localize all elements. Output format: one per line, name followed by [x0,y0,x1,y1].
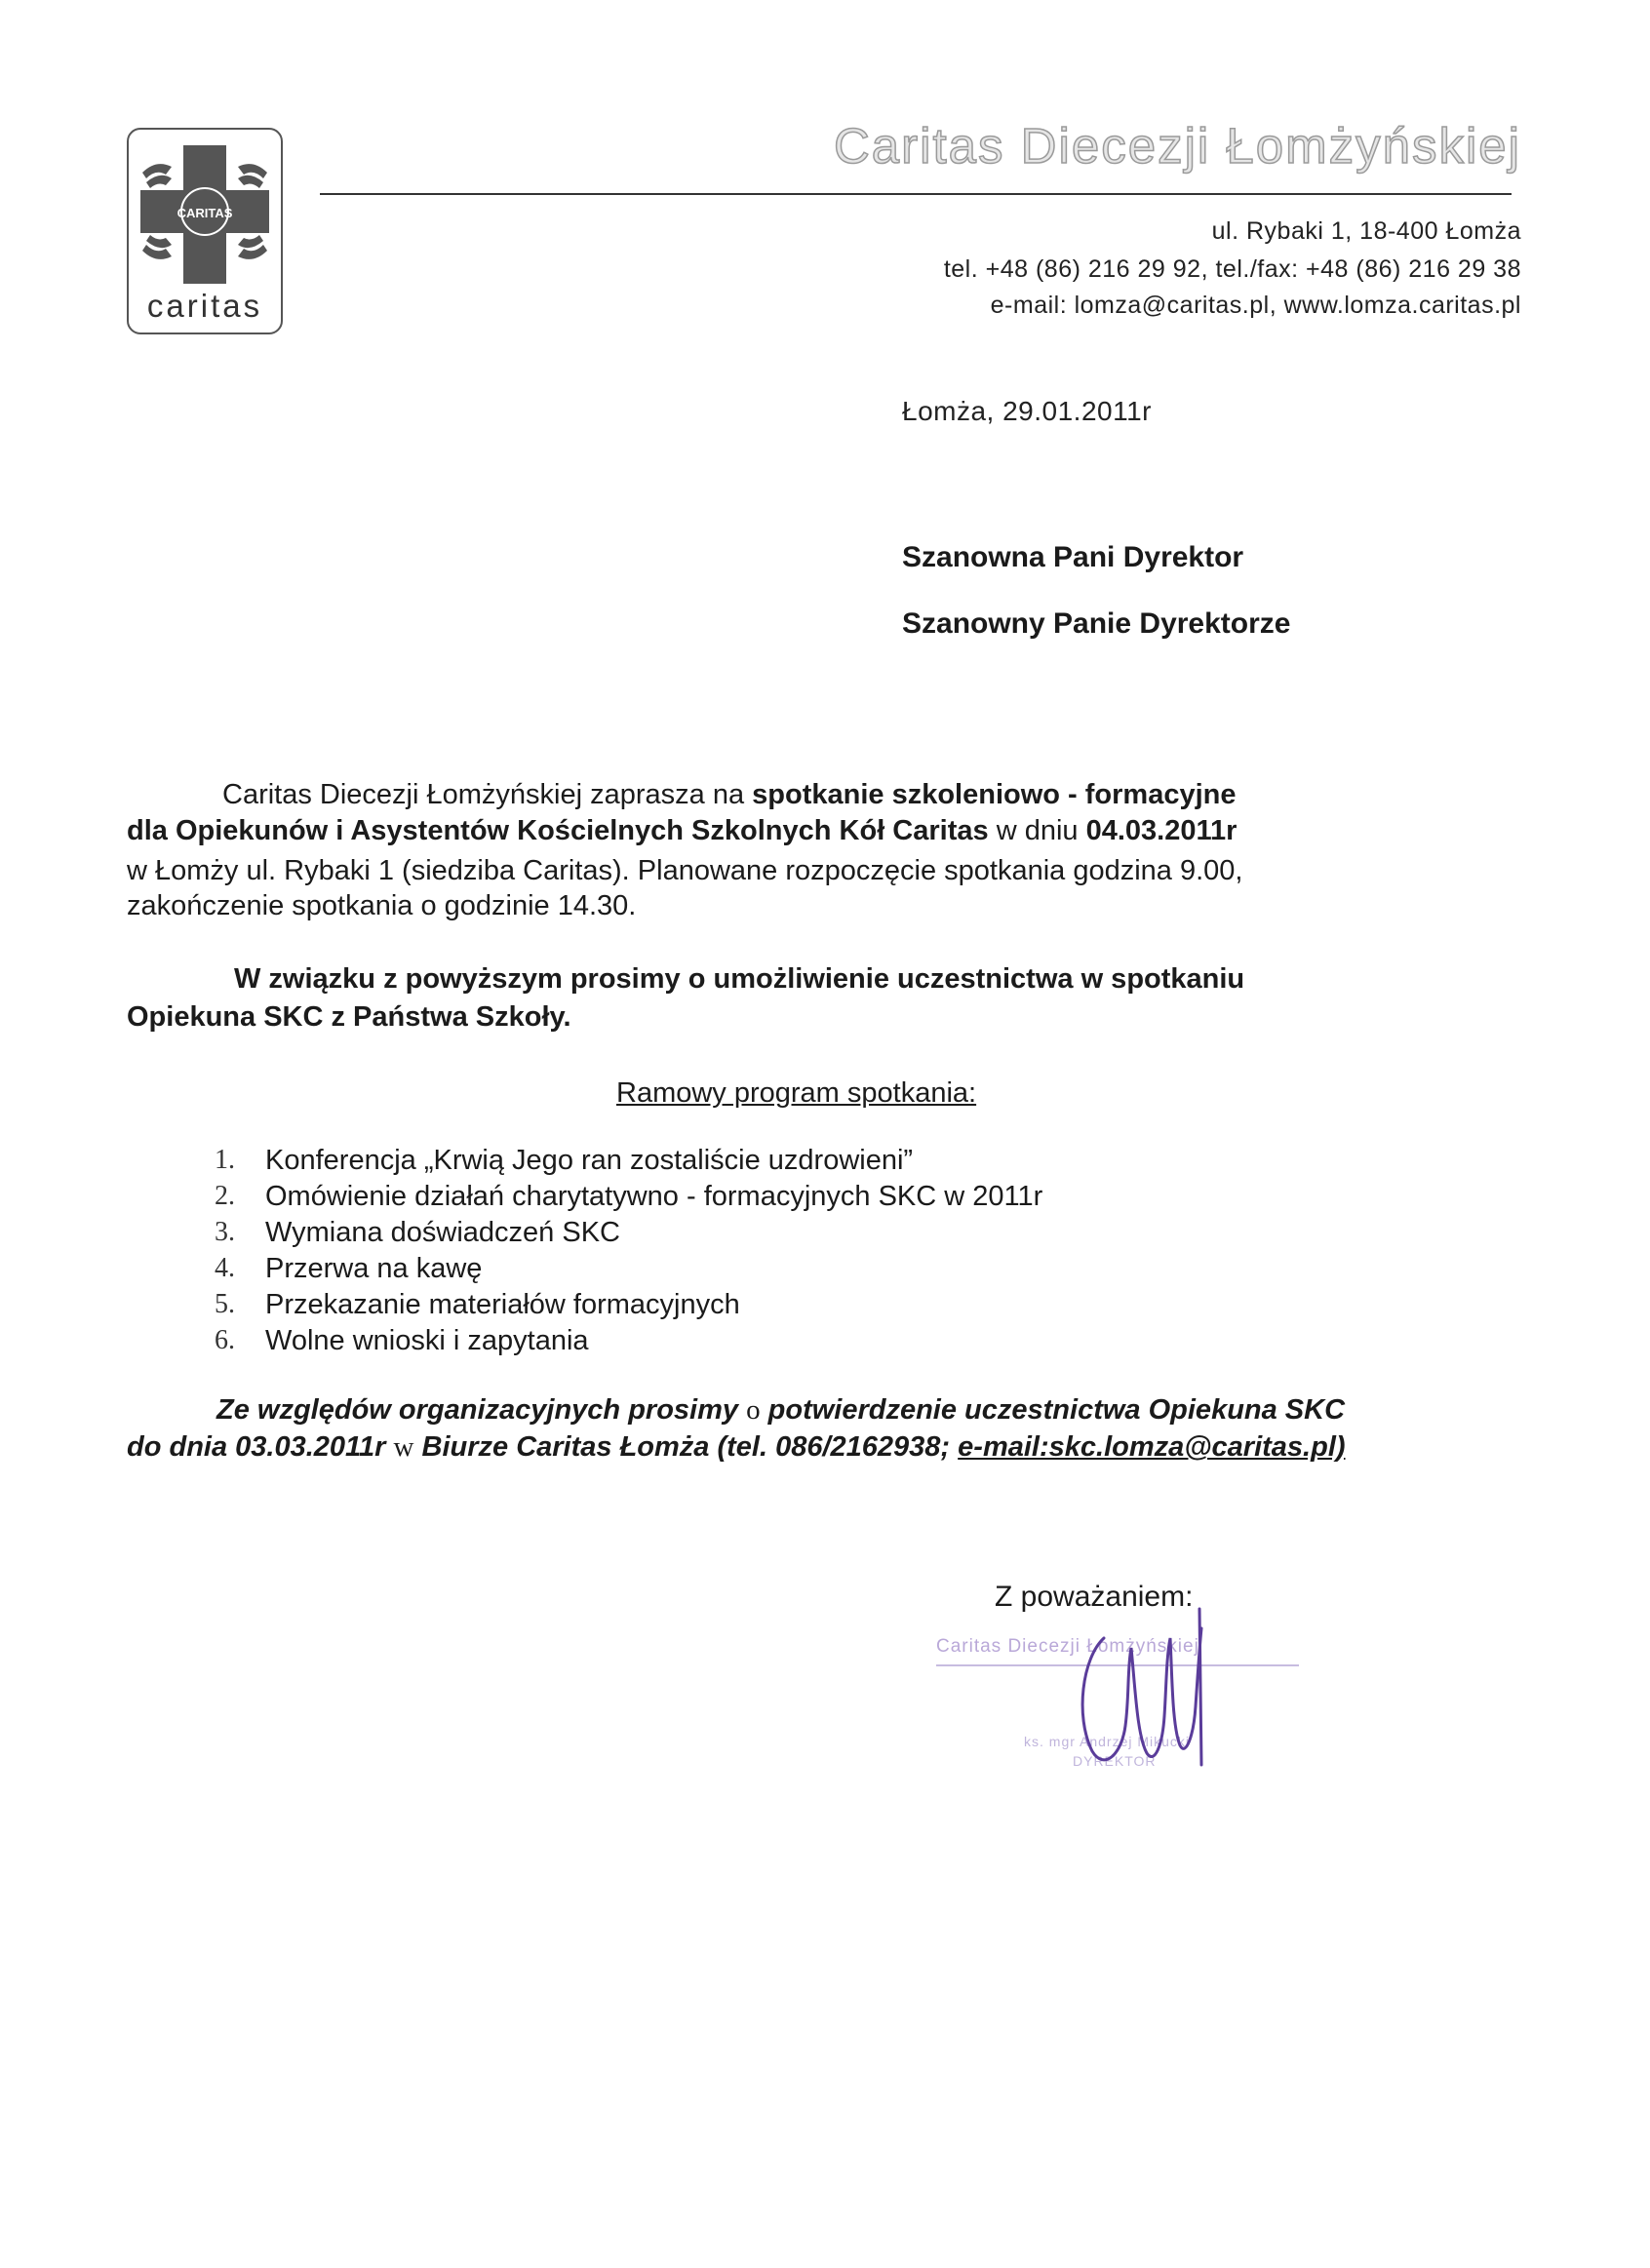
greeting-2: Szanowny Panie Dyrektorze [902,607,1291,640]
phone-line: tel. +48 (86) 216 29 92, tel./fax: +48 (86) 216 29 38 [943,255,1521,283]
program-heading: Ramowy program spotkania: [616,1077,977,1109]
logo-cross-text: CARITAS [177,206,233,220]
logo-wordmark: caritas [146,288,263,324]
stamp-line-2: ks. mgr Andrzej Mikucki [1024,1734,1191,1749]
caritas-cross-icon [137,141,273,288]
caritas-logo [127,128,283,334]
letterhead-divider [320,193,1512,195]
request-line-2: Opiekuna SKC z Państwa Szkoły. [127,1001,571,1033]
invitation-line-4: zakończenie spotkania o godzinie 14.30. [127,890,637,921]
stamp-line-1: Caritas Diecezji Łomżyńskiej [936,1636,1199,1657]
invitation-line-2: dla Opiekunów i Asystentów Kościelnych Szkolnych Kół Caritas w dniu 04.03.2011r [127,815,1238,846]
email-line: e-mail: lomza@caritas.pl, www.lomza.caritas.pl [990,292,1521,319]
stamp-line-3: DYREKTOR [1073,1753,1157,1769]
organization-name: Caritas Diecezji Łomżyńskiej [833,118,1521,174]
note-line-1: Ze względów organizacyjnych prosimy o potwierdzenie uczestnictwa Opiekuna SKC [216,1394,1346,1426]
invitation-line-1: Caritas Diecezji Łomżyńskiej zaprasza na spotkanie szkoleniowo - formacyjne [222,779,1237,810]
invitation-line-3: w Łomży ul. Rybaki 1 (siedziba Caritas). Planowane rozpoczęcie spotkania godzina 9.00, [127,855,1243,886]
address-line: ul. Rybaki 1, 18-400 Łomża [1211,217,1521,245]
letter-date: Łomża, 29.01.2011r [902,396,1152,426]
greeting-1: Szanowna Pani Dyrektor [902,541,1244,573]
closing-phrase: Z poważaniem: [995,1581,1194,1613]
handwritten-signature [1053,1580,1248,1784]
contact-email-link[interactable]: e-mail:skc.lomza@caritas.pl) [958,1431,1346,1463]
note-line-2: do dnia 03.03.2011r w Biurze Caritas Łomża (tel. 086/2162938; e-mail:skc.lomza@caritas.pl) [127,1431,1346,1463]
request-line-1: W związku z powyższym prosimy o umożliwienie uczestnictwa w spotkaniu [234,963,1245,995]
